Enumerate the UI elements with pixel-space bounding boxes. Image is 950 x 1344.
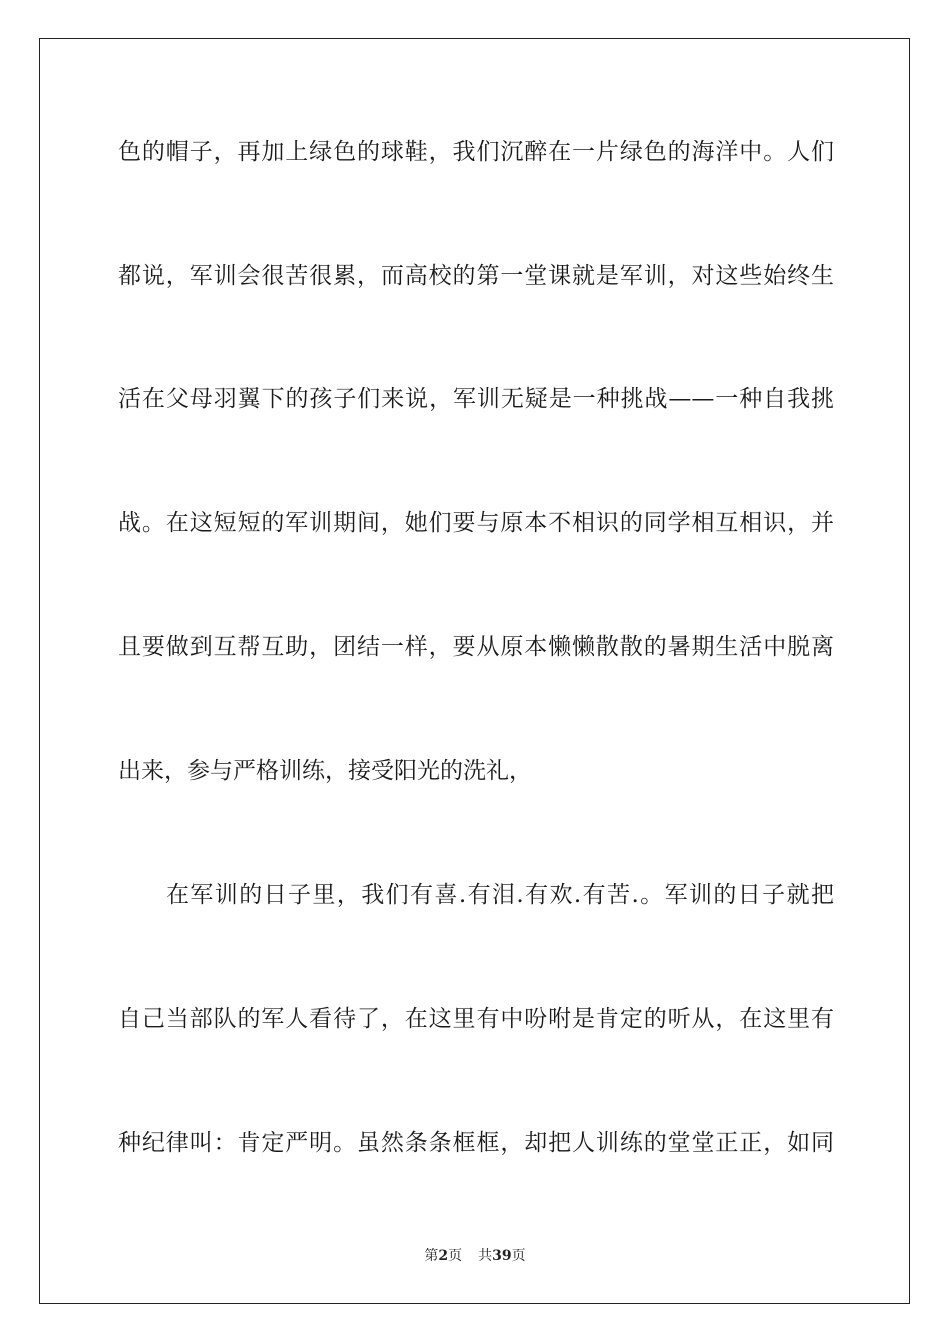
footer-total-pages: 39 [492, 1248, 512, 1264]
body-text-line-3: 活在父母羽翼下的孩子们来说，军训无疑是一种挑战——一种自我挑 [118, 386, 834, 412]
page-footer [0, 1247, 950, 1265]
body-text-line-5: 且要做到互帮互助，团结一样，要从原本懒懒散散的暑期生活中脱离 [118, 634, 834, 660]
body-text-line-1: 色的帽子，再加上绿色的球鞋，我们沉醉在一片绿色的海洋中。人们 [118, 139, 834, 165]
page-border [39, 38, 910, 1304]
body-text-line-6: 出来，参与严格训练，接受阳光的洗礼， [118, 758, 532, 784]
footer-page-suffix: 页 [448, 1248, 463, 1264]
footer-total-prefix: 共 [478, 1248, 493, 1264]
footer-page-number: 2 [438, 1248, 449, 1264]
body-text-line-9: 种纪律叫：肯定严明。虽然条条框框，却把人训练的堂堂正正，如同 [118, 1130, 834, 1156]
body-text-line-8: 自己当部队的军人看待了，在这里有中吩咐是肯定的听从，在这里有 [118, 1006, 834, 1032]
footer-page-prefix: 第 [424, 1248, 439, 1264]
body-text-line-2: 都说，军训会很苦很累，而高校的第一堂课就是军训，对这些始终生 [118, 263, 834, 289]
body-text-line-4: 战。在这短短的军训期间，她们要与原本不相识的同学相互相识，并 [118, 510, 834, 536]
body-text-line-7: 在军训的日子里，我们有喜.有泪.有欢.有苦.。军训的日子就把 [166, 882, 834, 908]
footer-total-suffix: 页 [511, 1248, 526, 1264]
